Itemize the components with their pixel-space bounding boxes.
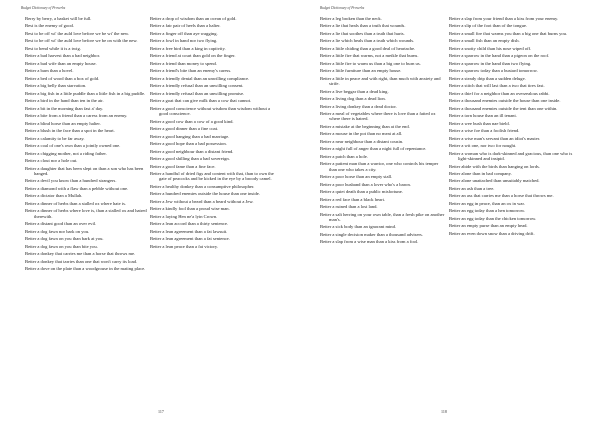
proverb-entry: Better an egg in peace, than an ox in war. [449, 200, 525, 206]
proverb-entry: Better alone unattached than unsuitably matched. [449, 178, 540, 184]
proverb-entry: Better a drop of wisdom than an ocean of gold. [150, 16, 237, 21]
proverb-entry: Better an even down snow than a driving drift. [449, 230, 535, 236]
proverb-entry: Better a lie that soothes than a truth that hurts. [320, 30, 405, 36]
proverb-entry: Better a sick body than an ignorant mind. [320, 224, 397, 230]
proverb-entry: Better a good neighbour than a distant friend. [150, 148, 234, 154]
proverb-entry: Better a friendly denial than an unwilling compliance. [150, 75, 250, 81]
proverb-entry: Better a single decision maker than a thousand advisers. [320, 231, 423, 237]
proverb-entry: Better a finger off than aye wagging. [150, 30, 218, 36]
proverb-entry: Best is the enemy of good. [25, 23, 74, 29]
page-number: 117 [158, 409, 164, 414]
proverb-entry: Better a friend's bite than an enemy's caress. [150, 68, 232, 74]
proverb-entry: Better a good conscience without wisdom than wisdom without a good conscience. [150, 105, 271, 117]
proverb-entry: Better an egg today than the chicken tomorrow. [449, 215, 537, 221]
proverb-entry: Better a donkey that tarries than one that won't carry its load. [25, 258, 138, 264]
proverb-entry: Better a little furniture than an empty house. [320, 68, 402, 74]
proverb-entry: Better a sparrow today than a bustard tomorrow. [449, 68, 538, 74]
proverb-entry: Better a big fish in a little puddle than a little fish in a big puddle. [25, 90, 146, 96]
proverb-entry: Better a thousand enemies outside the tent than one within. [449, 105, 558, 111]
proverb-entry: Better a dog fawn nor bark on you. [25, 228, 90, 234]
proverb-entry: Better a small fire that warms you than a big one that burns you. [449, 30, 568, 36]
proverb-entry: Better a slap from a wise man than a kiss from a fool. [320, 239, 419, 245]
proverb-entry: Better a small fish than an empty dish. [449, 38, 520, 44]
proverb-entry: Better a handful of dried figs and content with that, than to own the gate of peacocks and be kicked in the eye by a broody camel. [150, 170, 274, 182]
proverb-entry: Better a live beggar than a dead king. [320, 88, 389, 94]
proverb-entry: Better a torn house than an ill tenant. [449, 113, 517, 119]
proverb-entry: Better a poor horse than an empty stall. [320, 174, 393, 180]
proverb-entry: Better a quiet death than a public misfortune. [320, 189, 403, 195]
proverb-entry: Better an empty purse than an empty head. [449, 223, 528, 229]
proverb-entry: Best to bend while it is a twig. [25, 45, 81, 51]
proverb-entry: Better a thousand enemies outside the house than one inside. [449, 98, 561, 104]
proverb-entry: Better a lie which heals than a truth which wounds. [320, 38, 415, 44]
proverb-entry: Better a lean peace than a fat victory. [150, 243, 219, 249]
proverb-entry: Better a snotty child than his nose wiped off. [449, 45, 532, 51]
proverb-entry: Better a little fire that warms, not a meikle that burns. [320, 53, 419, 59]
proverb-entry: Better a red face than a black heart. [320, 196, 386, 202]
proverb-entry: Better a good shilling than a bad sovereign. [150, 156, 230, 162]
proverb-entry: Better a mouse in the pot than no meat at all. [320, 131, 403, 137]
proverb-entry: Better a steady drip than a sudden deluge. [449, 75, 526, 81]
proverb-entry: Better a stitch that will last than a two that tires fast. [449, 83, 545, 89]
proverb-entry: Better a bite from a friend than a caress from an enemy. [25, 113, 128, 119]
proverb-entry: Better a free bird than a king in captivity. [150, 45, 226, 51]
proverb-entry: Better a wise foe than a foolish friend. [449, 128, 520, 134]
proverb-entry: Better a sparrow in the hand than a pigeon on the roof. [449, 53, 550, 59]
right-page [300, 0, 600, 424]
proverb-entry: Better a slap from your friend than a kiss from your enemy. [449, 16, 559, 21]
right-page-column-1 [320, 16, 445, 247]
proverb-entry: Better a near neighbour than a distant cousin. [320, 138, 404, 144]
proverb-entry: Better a good dinner than a fine coat. [150, 126, 219, 132]
proverb-entry: Better a bad harvest than a bad neighbor. [25, 53, 101, 59]
proverb-entry: Better a blind horse than an empty halter. [25, 120, 101, 126]
proverb-entry: Better a dog fawn on you than bite you. [25, 243, 98, 249]
running-header: Budget Dictionary of Proverbs [320, 6, 365, 10]
proverb-entry: Better a calamity to be far away. [25, 135, 85, 141]
proverb-entry: Better a healthy donkey than a consumptive philosopher. [150, 183, 255, 189]
proverb-entry: Better a dictator than a Mullah. [25, 193, 83, 199]
proverb-entry: Better a fowl in hand nor two flying. [150, 38, 218, 44]
proverb-entry: Better a wit one, nor two for nought. [449, 143, 517, 149]
proverb-entry: Better alone than in bad company. [449, 170, 512, 176]
proverb-entry: Better a friendly refusal than an unwilling consent. [150, 83, 244, 89]
proverb-entry: Better a clout nor a hole out. [25, 158, 78, 164]
proverb-entry: Better a living donkey than a dead doctor. [320, 103, 397, 109]
proverb-entry: Best to be off wi' the auld love before we be wi' the new. [25, 30, 130, 36]
proverb-entry: Better an egg today than a hen tomorrow. [449, 208, 525, 214]
page-number: 118 [441, 409, 447, 414]
proverb-entry: Better a fair pair of heels than a halter. [150, 23, 221, 29]
proverb-entry: Better a living dog than a dead lion. [320, 96, 386, 102]
proverb-entry: Better a lean agreement than a fat lawsuit. [150, 228, 228, 234]
proverb-entry: Better a kindly fool than a proud wise man. [150, 206, 230, 212]
proverb-entry: Best to be off wi' the auld love before we be on with the new. [25, 38, 138, 44]
proverb-entry: Better a dinner of herbs than a stalled ox where hate is. [25, 200, 127, 206]
proverb-entry: Better a devil you know than a hundred strangers. [25, 178, 117, 184]
proverb-entry: Better a laying Hen ne'a lyin Crown. [150, 213, 218, 219]
proverb-entry: Better a barn than a hovel. [25, 68, 74, 74]
proverb-entry: Better a goat that can give milk than a cow that cannot. [150, 98, 252, 104]
proverb-entry: Better a chigging mother, not a riding father. [25, 150, 107, 156]
proverb-entry: Better a meal of vegetables where there is love than a fatted ox where there is hatred. [320, 111, 436, 122]
proverb-entry: Better a friend at court than gold on the finger. [150, 53, 236, 59]
proverb-entry: Better a thief for a neighbor than an overzealous rabbi. [449, 90, 550, 96]
proverb-entry: Better a bit in the morning than fast a' day. [25, 105, 104, 111]
proverb-entry: Better a little chiding than a good deal of heartache. [320, 45, 416, 51]
proverb-entry: Better a lean agreement than a fat sentence. [150, 236, 230, 242]
proverb-entry: Better a wee bush than nae bield. [449, 120, 510, 126]
proverb-entry: Better a good hanging than a bad marriage. [150, 133, 230, 139]
proverb-entry: Better a big belly than starvation. [25, 83, 87, 89]
left-page-column-2 [150, 16, 275, 251]
proverb-entry: Better a slip of the foot than of the tongue. [449, 23, 528, 29]
proverb-entry: Better a distant good than an over evil. [25, 221, 97, 227]
proverb-entry: Better a woman who is dark-skinned and gracious, than one who is light-skinned and insipid. [449, 150, 573, 162]
proverb-entry: Better a hundred enemies outside the house than one inside. [150, 191, 260, 197]
proverb-entry: Better abide with the birds than hanging on lords. [449, 163, 540, 169]
proverb-entry: Better a mistake at the beginning than at the end. [320, 123, 410, 129]
proverb-entry: Better a Jew without a beard than a beard without a Jew. [150, 198, 254, 204]
proverb-entry: Berry by berry, a basket will be full. [25, 16, 92, 21]
proverb-entry: Better an ash than a tree. [449, 185, 495, 191]
proverb-entry: Better a donkey that carries me than a horse that throws me. [25, 251, 136, 257]
proverb-entry: Better a sparrow in the hand than two flying. [449, 60, 532, 66]
proverb-entry: Better a night full of anger than a night full of repentance. [320, 146, 427, 152]
proverb-entry: Better a good hope than a bad possession. [150, 141, 227, 147]
running-header: Budget Dictionary of Proverbs [21, 6, 66, 10]
proverb-entry: Better an ass that carries me than a horse that throws me. [449, 193, 554, 199]
right-page-column-2 [449, 16, 574, 238]
proverb-entry: Better a lie that heals than a truth that wounds. [320, 23, 406, 29]
proverb-entry: Better a poor husband than a lover who's a baron. [320, 181, 411, 187]
proverb-entry: Better a daughter that has been slept on than a son who has been hanged. [25, 165, 144, 176]
proverb-entry: Better a bed of wood than a box of gold. [25, 75, 100, 81]
proverb-entry: Better a good fame than a fine face. [150, 163, 216, 169]
proverb-entry: Better a little fire to warm us than a big one to burn us. [320, 60, 421, 66]
proverb-entry: Better a little in peace and with right, than much with anxiety and strife. [320, 75, 441, 87]
proverb-entry: Better a salt herring on your own table, than a fresh pike on another man's. [320, 211, 445, 222]
proverb-entry: Better a ruined than a lost land. [320, 204, 378, 210]
left-page-column-1 [25, 16, 150, 274]
proverb-entry: Better a bird in the hand than ten in the air. [25, 98, 104, 104]
proverb-entry: Better a diamond with a flaw than a pebble without one. [25, 185, 129, 191]
proverb-entry: Better a bad wife than an empty house. [25, 60, 97, 66]
proverb-entry: Better a friend than money to spend. [150, 60, 217, 66]
proverb-entry: Better a dog fawn on you than bark at you. [25, 236, 104, 242]
proverb-entry: Better a dinner of herbs where love is, than a stalled ox and hatred therewith. [25, 208, 147, 219]
proverb-entry: Better a wise man's servant than an idiot's master. [449, 135, 541, 141]
proverb-entry: Better a patch than a hole. [320, 153, 368, 159]
proverb-entry: Better a patient man than a warrior, one who controls his temper than one who takes a city. [320, 161, 439, 172]
proverb-entry: Better a blush in the face than a spot in the heart. [25, 128, 115, 134]
proverb-entry: Better a coal of one's own than a jointly owned one. [25, 143, 121, 149]
proverb-entry: Better a good cow than a cow of a good kind. [150, 118, 234, 124]
proverb-entry: Better a dove on the plate than a woodgrouse in the mating place. [25, 266, 146, 272]
proverb-entry: Better a friendly refusal than an unwilling promise. [150, 90, 245, 96]
proverb-entry: Better a leg broken than the neck. [320, 16, 382, 21]
proverb-entry: Better a lean accord than a thirty sentence. [150, 221, 229, 227]
